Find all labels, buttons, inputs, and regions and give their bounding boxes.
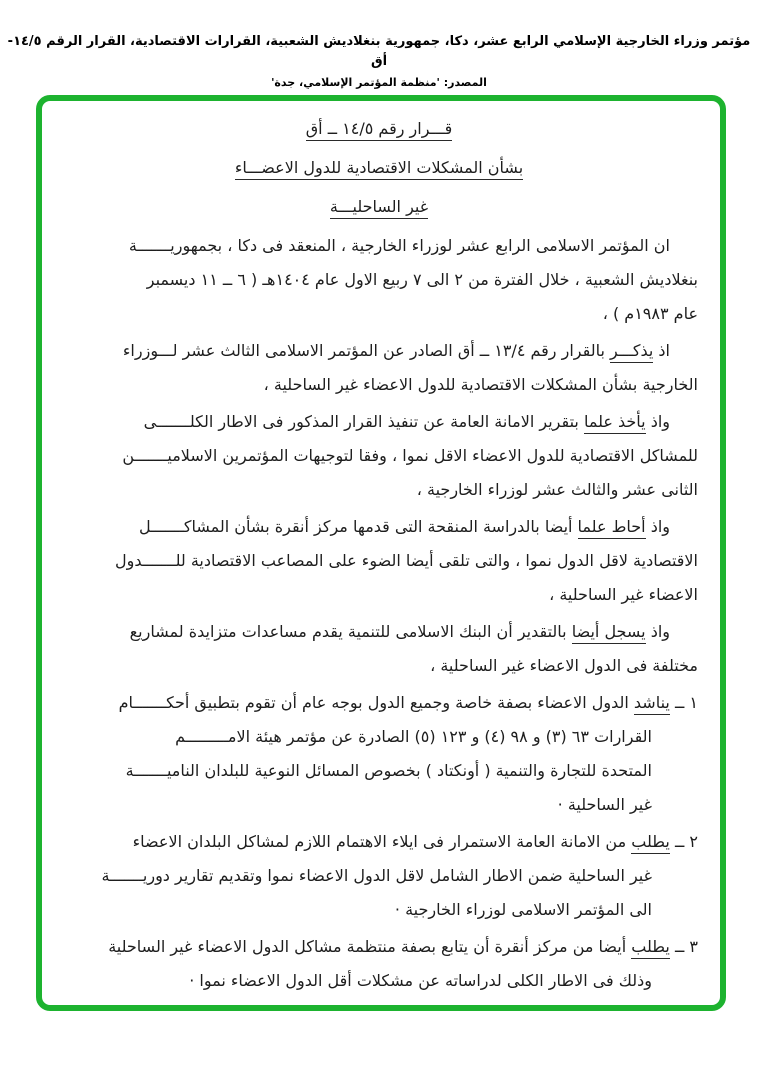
- underlined-keyword: يطلب: [631, 832, 670, 854]
- paragraph-line: ان المؤتمر الاسلامى الرابع عشر لوزراء الخارجية ، المنعقد فى دكا ، بجمهوريـــــــة: [128, 236, 670, 255]
- paragraph-line: الثانى عشر والثالث عشر لوزراء الخارجية ،: [416, 480, 698, 499]
- paragraph-line: القرارات ٦٣ (٣) و ٩٨ (٤) و ١٢٣ (٥) الصادرة عن مؤتمر هيئة الامـــــــــم: [175, 727, 652, 746]
- paragraph-line: واذ يسجل أيضا بالتقدير أن البنك الاسلامى للتنمية يقدم مساعدات متزايدة لمشاريع: [60, 615, 698, 649]
- paragraph-line: الى المؤتمر الاسلامى لوزراء الخارجية ·: [394, 900, 652, 919]
- underlined-keyword: يسجل أيضا: [572, 622, 646, 644]
- paragraph-line: عام ١٩٨٣م ) ،: [602, 304, 698, 323]
- item-number: ١ ــ: [669, 693, 698, 712]
- operative-item-2: [60, 825, 698, 927]
- preamble-paragraph-3: [60, 405, 698, 507]
- resolution-subject-text-2: غير الساحليـــة: [330, 197, 428, 219]
- header-citation-line: مؤتمر وزراء الخارجية الإسلامي الرابع عشر، دكا، جمهورية بنغلاديش الشعبية، القرارات الاقتصادية، القرار الرقم ١٤/٥-أق: [7, 34, 751, 69]
- paragraph-line: المتحدة للتجارة والتنمية ( أونكتاد ) بخصوص المسائل النوعية للبلدان الناميـــــــة: [125, 761, 652, 780]
- paragraph-line: واذ أحاط علما أيضا بالدراسة المنقحة التى قدمها مركز أنقرة بشأن المشاكـــــــل: [60, 510, 698, 544]
- scanned-document-body: [60, 109, 698, 998]
- paragraph-line: الخارجية بشأن المشكلات الاقتصادية للدول الاعضاء غير الساحلية ،: [263, 375, 698, 394]
- item-number: ٢ ــ: [669, 832, 698, 851]
- item-first-line: ١ ــ يناشد الدول الاعضاء بصفة خاصة وجميع الدول بوجه عام أن تقوم بتطبيق أحكـــــــام: [60, 686, 698, 720]
- underlined-keyword: أحاط علما: [578, 517, 646, 539]
- operative-item-3: [60, 930, 698, 998]
- operative-item-1: [60, 686, 698, 822]
- paragraph-line: مختلفة فى الدول الاعضاء غير الساحلية ،: [430, 656, 698, 675]
- paragraph-line: وذلك فى الاطار الكلى لدراساته عن مشكلات أقل الدول الاعضاء نموا ·: [189, 971, 652, 990]
- underlined-keyword: يناشد: [634, 693, 670, 715]
- item-first-line: ٢ ــ يطلب من الامانة العامة الاستمرار فى ايلاء الاهتمام اللازم لمشاكل البلدان الاعضاء: [60, 825, 698, 859]
- paragraph-line: للمشاكل الاقتصادية للدول الاعضاء الاقل نموا ، وفقا لتوجيهات المؤتمرين الاسلاميـــــــن: [122, 446, 698, 465]
- header-source-line: المصدر: 'منظمة المؤتمر الإسلامي، جدة': [271, 76, 487, 89]
- resolution-subject-title-2: [60, 187, 698, 226]
- paragraph-line: غير الساحلية ضمن الاطار الشامل لاقل الدول الاعضاء نموا وتقديم تقارير دوريـــــــة: [101, 866, 652, 885]
- resolution-number-text: قـــرار رقم ١٤/٥ ــ أق: [306, 119, 452, 141]
- item-number: ٣ ــ: [669, 937, 698, 956]
- paragraph-line: الاقتصادية لاقل الدول نموا ، والتى تلقى أيضا الضوء على المصاعب الاقتصادية للـــــــدول: [115, 551, 698, 570]
- paragraph-line: غير الساحلية ·: [557, 795, 652, 814]
- resolution-subject-title: [60, 148, 698, 187]
- paragraph-line: اذ يذكـــر بالقرار رقم ١٣/٤ ــ أق الصادر عن المؤتمر الاسلامى الثالث عشر لـــوزراء: [60, 334, 698, 368]
- underlined-keyword: يذكـــر: [610, 341, 653, 363]
- underlined-keyword: يأخذ علما: [584, 412, 646, 434]
- preamble-paragraph-1: [60, 229, 698, 331]
- underlined-keyword: يطلب: [631, 937, 670, 959]
- preamble-paragraph-4: [60, 510, 698, 612]
- resolution-number-title: [60, 109, 698, 148]
- paragraph-line: الاعضاء غير الساحلية ،: [549, 585, 698, 604]
- paragraph-line: بنغلاديش الشعبية ، خلال الفترة من ٢ الى ٧ ربيع الاول عام ١٤٠٤هـ ( ٦ ــ ١١ ديسمبر: [146, 270, 698, 289]
- highlight-frame: [36, 95, 726, 1011]
- preamble-paragraph-2: [60, 334, 698, 402]
- preamble-paragraph-5: [60, 615, 698, 683]
- paragraph-line: واذ يأخذ علما بتقرير الامانة العامة عن تنفيذ القرار المذكور فى الاطار الكلـــــــى: [60, 405, 698, 439]
- item-first-line: ٣ ــ يطلب أيضا من مركز أنقرة أن يتابع بصفة منتظمة مشاكل الدول الاعضاء غير الساحلية: [60, 930, 698, 964]
- resolution-subject-text: بشأن المشكلات الاقتصادية للدول الاعضـــاء: [235, 158, 523, 180]
- document-header: [0, 32, 758, 92]
